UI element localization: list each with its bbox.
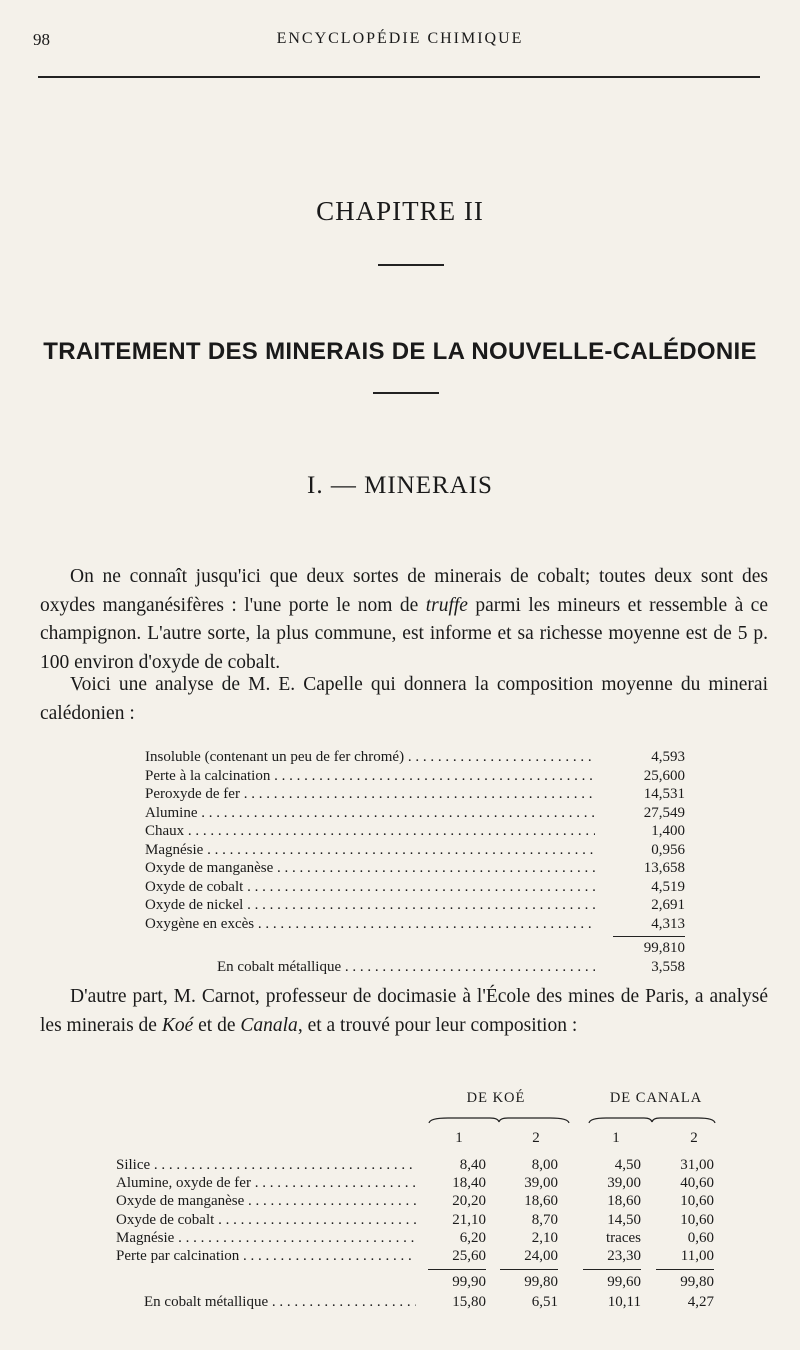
row-value: 14,50 (607, 1211, 641, 1228)
table-row (145, 859, 685, 878)
cobalt-metal-value: 10,11 (607, 1294, 641, 1311)
row-label: Oxyde de nickel . . . (145, 896, 595, 915)
cobalt-metal-value: 6,51 (531, 1294, 558, 1311)
row-value: 8,40 (459, 1157, 486, 1173)
table-total-row (116, 1273, 726, 1293)
total-value: 99,80 (524, 1274, 558, 1291)
cobalt-metal-label: En cobalt métallique . . . (217, 958, 595, 977)
row-value: 4,519 (597, 878, 685, 897)
italic-term-truffe: truffe (425, 594, 468, 616)
brace-koe (428, 1116, 570, 1124)
row-value: 8,70 (531, 1211, 558, 1228)
row-value: 4,593 (597, 748, 685, 767)
group-header-canala: DE CANALA (609, 1090, 703, 1106)
brace-canala (588, 1116, 716, 1124)
row-value: 1,400 (597, 822, 685, 841)
row-value: 24,00 (524, 1247, 558, 1264)
table-row (145, 896, 685, 915)
table-row (145, 878, 685, 897)
row-value: 10,60 (680, 1193, 714, 1210)
section-heading: I. — MINERAIS (307, 472, 493, 499)
sum-rule (613, 936, 685, 937)
row-label: Silice . . . (116, 1156, 416, 1174)
title-rule (373, 392, 439, 394)
paragraph-text: D'autre part, M. Carnot, professeur de docimasie à l'École des mines de Paris, a analysé les minerais de (40, 986, 768, 1036)
row-label: Oxygène en excès . . . (145, 915, 595, 934)
row-label: Insoluble (contenant un peu de fer chromé) . . . (145, 748, 595, 767)
row-value: 6,20 (459, 1229, 486, 1246)
row-value: 0,60 (687, 1229, 714, 1246)
cobalt-metal-row (145, 958, 685, 977)
row-value: 18,40 (452, 1175, 486, 1192)
table-row (145, 822, 685, 841)
row-label: Perte par calcination . . . (116, 1247, 416, 1265)
paragraph-capelle (40, 671, 768, 728)
row-value: 14,531 (597, 785, 685, 804)
sum-rules (116, 1265, 726, 1273)
italic-term-koe: Koé (161, 1014, 194, 1036)
table-row (145, 804, 685, 823)
row-label: Magnésie . . . (116, 1229, 416, 1247)
row-value: 4,313 (597, 915, 685, 934)
cobalt-metal-row (116, 1293, 726, 1311)
row-label: Oxyde de manganèse . . . (145, 859, 595, 878)
row-value: 4,50 (614, 1157, 641, 1173)
row-value: 27,549 (597, 804, 685, 823)
row-label: Oxyde de manganèse . . . (116, 1192, 416, 1210)
table-row (145, 748, 685, 767)
cobalt-metal-value: 3,558 (597, 958, 685, 977)
row-value: 10,60 (680, 1211, 714, 1228)
group-header-koe: DE KOÉ (466, 1090, 526, 1106)
row-value: 2,691 (597, 896, 685, 915)
running-title: ENCYCLOPÉDIE CHIMIQUE (276, 30, 524, 47)
main-title: TRAITEMENT DES MINERAIS DE LA NOUVELLE-CALÉDONIE (43, 338, 757, 365)
column-number: 2 (532, 1130, 540, 1146)
paragraph-carnot (40, 983, 768, 1040)
cobalt-metal-label: En cobalt métallique . . . (144, 1293, 416, 1311)
table-row (116, 1174, 726, 1192)
table-row (145, 841, 685, 860)
column-number: 2 (690, 1130, 698, 1146)
row-value: 8,00 (531, 1157, 558, 1173)
column-number: 1 (455, 1130, 463, 1146)
table-row (145, 767, 685, 786)
row-value: 13,658 (597, 859, 685, 878)
total-value: 99,810 (597, 939, 685, 958)
row-value: 25,60 (452, 1247, 486, 1264)
row-label: Alumine . . . (145, 804, 595, 823)
table-row (116, 1192, 726, 1210)
paragraph-text: et de (193, 1014, 241, 1036)
cobalt-metal-value: 4,27 (687, 1294, 714, 1311)
running-head (0, 30, 800, 54)
header-rule (38, 76, 760, 78)
row-value: 0,956 (597, 841, 685, 860)
total-value: 99,80 (680, 1274, 714, 1291)
table-row (116, 1247, 726, 1265)
row-value: 11,00 (680, 1247, 714, 1264)
chapter-heading: CHAPITRE II (316, 196, 484, 226)
column-numbers (116, 1130, 726, 1150)
paragraph-text: On ne connaît jusqu'ici que deux sortes de minerais de cobalt; toutes deux sont des oxydes manganésifères : l'une porte le nom de (40, 566, 768, 616)
page-number: 98 (33, 30, 50, 49)
paragraph-text: parmi les mineurs et ressemble à ce champignon. L'autre sorte, la plus commune, est informe et sa richesse moyenne est de 5 p. 100 environ d'oxyde de cobalt. (40, 594, 768, 673)
column-number: 1 (612, 1130, 620, 1146)
paragraph-intro (40, 563, 768, 677)
table-row (116, 1156, 726, 1174)
table-total-row (145, 939, 685, 958)
row-label: Perte à la calcination . . . (145, 767, 595, 786)
row-label: Chaux . . . (145, 822, 595, 841)
cobalt-metal-value: 15,80 (452, 1294, 486, 1311)
table-row (145, 785, 685, 804)
table-row (116, 1229, 726, 1247)
row-label: Oxyde de cobalt . . . (116, 1211, 416, 1229)
total-value: 99,60 (607, 1274, 641, 1291)
row-value: 25,600 (597, 767, 685, 786)
table-row (145, 915, 685, 934)
row-label: Magnésie . . . (145, 841, 595, 860)
paragraph-text: , et a trouvé pour leur composition : (297, 1014, 578, 1036)
paragraph-text: Voici une analyse de M. E. Capelle qui donnera la composition moyenne du minerai calédonien : (40, 674, 768, 724)
row-value: 39,00 (607, 1175, 641, 1192)
row-value: 18,60 (607, 1193, 641, 1210)
total-value: 99,90 (452, 1274, 486, 1291)
row-value: 20,20 (452, 1193, 486, 1210)
row-value: 18,60 (524, 1193, 558, 1210)
capelle-analysis-table (145, 748, 685, 976)
row-value: 2,10 (531, 1229, 558, 1246)
row-value: 39,00 (524, 1175, 558, 1192)
row-value: 31,00 (680, 1157, 714, 1173)
row-value: 21,10 (452, 1211, 486, 1228)
row-value: 23,30 (607, 1247, 641, 1264)
row-label: Alumine, oxyde de fer . . . (116, 1174, 416, 1192)
row-label: Oxyde de cobalt . . . (145, 878, 595, 897)
chapter-rule (378, 264, 444, 266)
italic-term-canala: Canala (240, 1014, 298, 1036)
row-value: 40,60 (680, 1175, 714, 1192)
row-label: Peroxyde de fer . . . (145, 785, 595, 804)
table-row (116, 1211, 726, 1229)
row-value: traces (606, 1229, 641, 1246)
